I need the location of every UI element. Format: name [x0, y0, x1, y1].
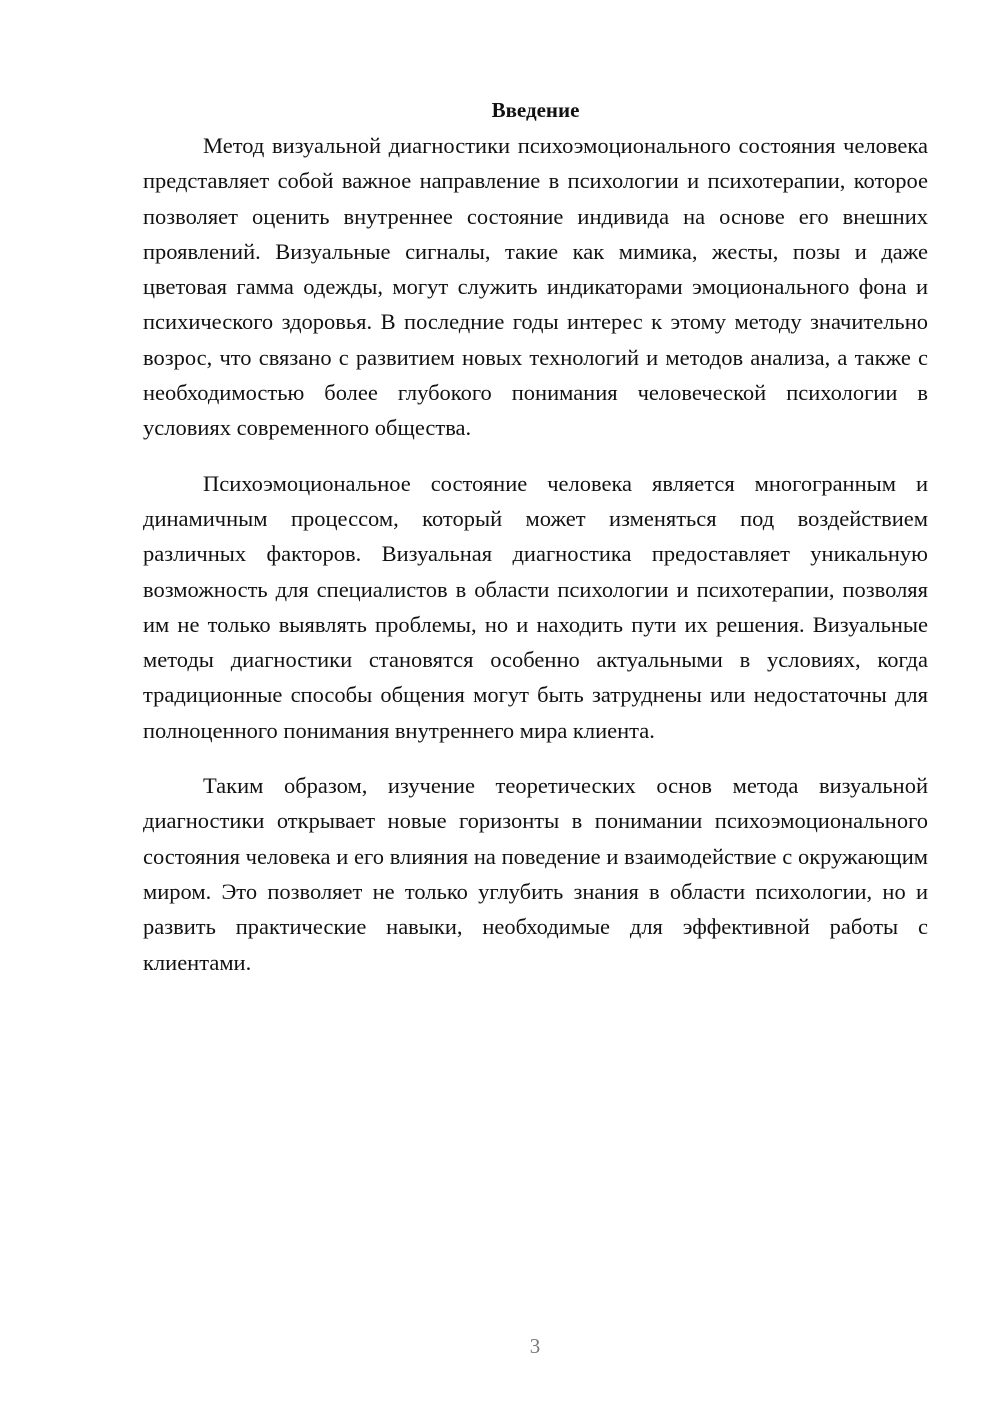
section-heading: Введение — [491, 98, 580, 122]
paragraph-1: Метод визуальной диагностики психоэмоционального состояния человека представляет собой важное направление в психологии и психотерапии, которое позволяет оценить внутреннее состояние индивида на основе его внешних проявлений. Визуальные сигналы, такие как мимика, жесты, позы и даже цветовая гамма одежды, могут служить индикаторами эмоционального фона и психического здоровья. В последние годы интерес к этому методу значительно возрос, что связано с развитием новых технологий и методов анализа, а также с необходимостью более глубокого понимания человеческой психологии в условиях современного общества. — [143, 133, 928, 441]
paragraph-2: Психоэмоциональное состояние человека является многогранным и динамичным процессом, который может изменяться под воздействием различных факторов. Визуальная диагностика предоставляет уникальную возможность для специалистов в области психологии и психотерапии, позволяя им не только выявлять проблемы, но и находить пути их решения. Визуальные методы диагностики становятся особенно актуальными в условиях, когда традиционные способы общения могут быть затруднены или недостаточны для полноценного понимания внутреннего мира клиента. — [143, 470, 928, 743]
page-number: 3 — [529, 1334, 541, 1358]
page-content — [143, 92, 928, 980]
paragraph-3: Таким образом, изучение теоретических основ метода визуальной диагностики открывает новые горизонты в понимании психоэмоционального состояния человека и его влияния на поведение и взаимодействие с окружающим миром. Это позволяет не только углубить знания в области психологии, но и развить практические навыки, необходимые для эффективной работы с клиентами. — [143, 773, 928, 975]
